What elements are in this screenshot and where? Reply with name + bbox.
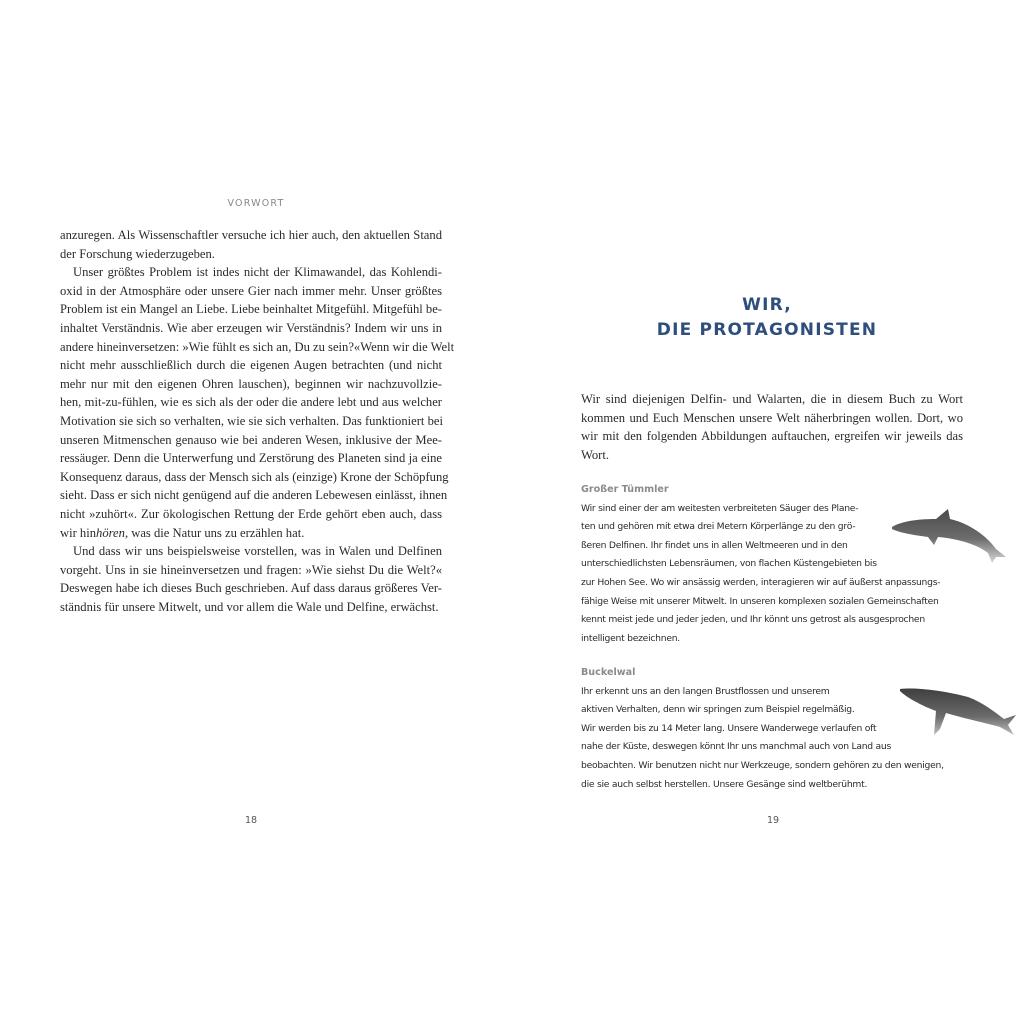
text-line: ressäuger. Denn die Unterwerfung und Zerstörung des Planeten sind ja eine xyxy=(60,451,442,466)
text-line: inhaltet Verständnis. Wie aber erzeugen wir Verständnis? Indem wir uns in xyxy=(60,320,442,335)
text-line xyxy=(60,524,442,543)
text-line: intelligent bezeichnen. xyxy=(581,632,680,644)
text-line: die sie auch selbst herstellen. Unsere Gesänge sind weltberühmt. xyxy=(581,778,868,790)
page-number: 18 xyxy=(245,815,258,826)
text-line: zur Hohen See. Wo wir ansässig werden, interagieren wir auf äußerst anpassungs- xyxy=(581,576,941,588)
text-line: Ihr erkennt uns an den langen Brustflossen und unserem xyxy=(581,685,830,697)
text-line: ständnis für unsere Mitwelt, und vor allem die Wale und Delfine, erwächst. xyxy=(60,599,439,614)
species-entry-grosser-tuemmler xyxy=(581,481,940,648)
text-line: Wort. xyxy=(581,447,610,462)
text-fragment: , was die Natur uns zu erzählen hat. xyxy=(124,525,305,540)
text-line: ßeren Delfinen. Ihr findet uns in allen Weltmeeren und in den xyxy=(581,539,848,551)
text-line: Problem ist ein Mangel an Liebe. Liebe beinhaltet Mitgefühl. Mitgefühl be- xyxy=(60,302,442,317)
chapter-title-line: DIE PROTAGONISTEN xyxy=(656,320,878,340)
body-text xyxy=(60,226,455,616)
text-line: Konsequenz daraus, dass der Mensch sich als (einzige) Krone der Schöpfung xyxy=(60,469,449,484)
text-line: nicht mehr ausschließlich durch die eigenen Augen betrachten (und nicht xyxy=(60,358,442,373)
text-line: wir mit den folgenden Abbildungen auftauchen, ergreifen wir jeweils das xyxy=(581,429,963,444)
text-line: unseren Mitmenschen genauso wie bei anderen Wesen, inklusive der Mee- xyxy=(60,432,442,447)
chapter-title xyxy=(512,293,1022,343)
text-line: beobachten. Wir benutzen nicht nur Werkzeuge, sondern gehören zu den wenigen, xyxy=(581,759,944,771)
text-line: nahe der Küste, deswegen könnt Ihr uns manchmal auch von Land aus xyxy=(581,741,892,753)
text-line: Unser größtes Problem ist indes nicht der Klimawandel, das Kohlendi- xyxy=(73,265,442,280)
text-line: oxid in der Atmosphäre oder unsere Gier nach immer mehr. Unser größtes xyxy=(60,283,442,298)
text-fragment: wir hin xyxy=(60,525,97,540)
text-line: andere hineinversetzen: »Wie fühlt es sich an, Du zu sein?«Wenn wir die Welt xyxy=(60,339,455,354)
text-line: vorgeht. Uns in sie hineinversetzen und fragen: »Wie siehst Du die Welt?« xyxy=(60,562,442,577)
text-line: ten und gehören mit etwa drei Metern Körperlänge zu den grö- xyxy=(581,521,856,533)
text-line: kennt meist jede und jeder jeden, und Ihr könnt uns getrost als ausgesprochen xyxy=(581,614,925,626)
species-heading: Großer Tümmler xyxy=(581,484,669,495)
text-line: aktiven Verhalten, denn wir springen zum Beispiel regelmäßig. xyxy=(581,704,855,716)
text-line: hen, mit-zu-fühlen, wie es sich als der oder die andere lebt und aus welcher xyxy=(60,395,442,410)
page-number: 19 xyxy=(767,815,780,826)
species-heading: Buckelwal xyxy=(581,667,636,678)
text-line: nicht »zuhört«. Zur ökologischen Rettung der Erde gehört eben auch, dass xyxy=(60,506,442,521)
text-line: sieht. Dass er sich nicht genügend auf die anderen Lebewesen einlässt, ihnen xyxy=(60,488,448,503)
dolphin-illustration-icon xyxy=(888,505,1010,567)
intro-text xyxy=(581,390,963,464)
text-line: Wir sind einer der am weitesten verbreiteten Säuger des Plane- xyxy=(581,502,859,514)
right-page xyxy=(512,0,1024,1024)
text-line: anzuregen. Als Wissenschaftler versuche ich hier auch, den aktuellen Stand xyxy=(60,228,442,242)
humpback-whale-illustration-icon xyxy=(896,683,1016,741)
text-line: Wir werden bis zu 14 Meter lang. Unsere Wanderwege verlaufen oft xyxy=(581,722,877,734)
text-line: fähige Weise mit unserer Mitwelt. In unseren komplexen sozialen Gemeinschaften xyxy=(581,595,939,607)
text-line: unterschiedlichsten Lebensräumen, von flachen Küstengebieten bis xyxy=(581,558,877,570)
italic-emphasis: hören xyxy=(96,525,125,540)
text-line: mehr nur mit den eigenen Ohren lauschen), beginnen wir nachzuvollzie- xyxy=(60,376,442,391)
text-line: der Forschung wiederzugeben. xyxy=(60,246,215,261)
chapter-title-line: WIR, xyxy=(742,295,792,315)
text-line: Deswegen habe ich dieses Buch geschrieben. Auf dass daraus größeres Ver- xyxy=(60,581,442,596)
species-entry-buckelwal xyxy=(581,664,944,794)
text-line: kommen und Euch Menschen unsere Welt näherbringen wollen. Dort, wo xyxy=(581,410,963,425)
text-line: Und dass wir uns beispielsweise vorstellen, was in Walen und Delfinen xyxy=(73,544,442,559)
text-line: Motivation sie sich so verhalten, wie sie sich verhalten. Das funktioniert bei xyxy=(60,413,443,428)
running-head: VORWORT xyxy=(227,198,285,209)
text-line: Wir sind diejenigen Delfin- und Walarten, die in diesem Buch zu Wort xyxy=(581,392,963,406)
